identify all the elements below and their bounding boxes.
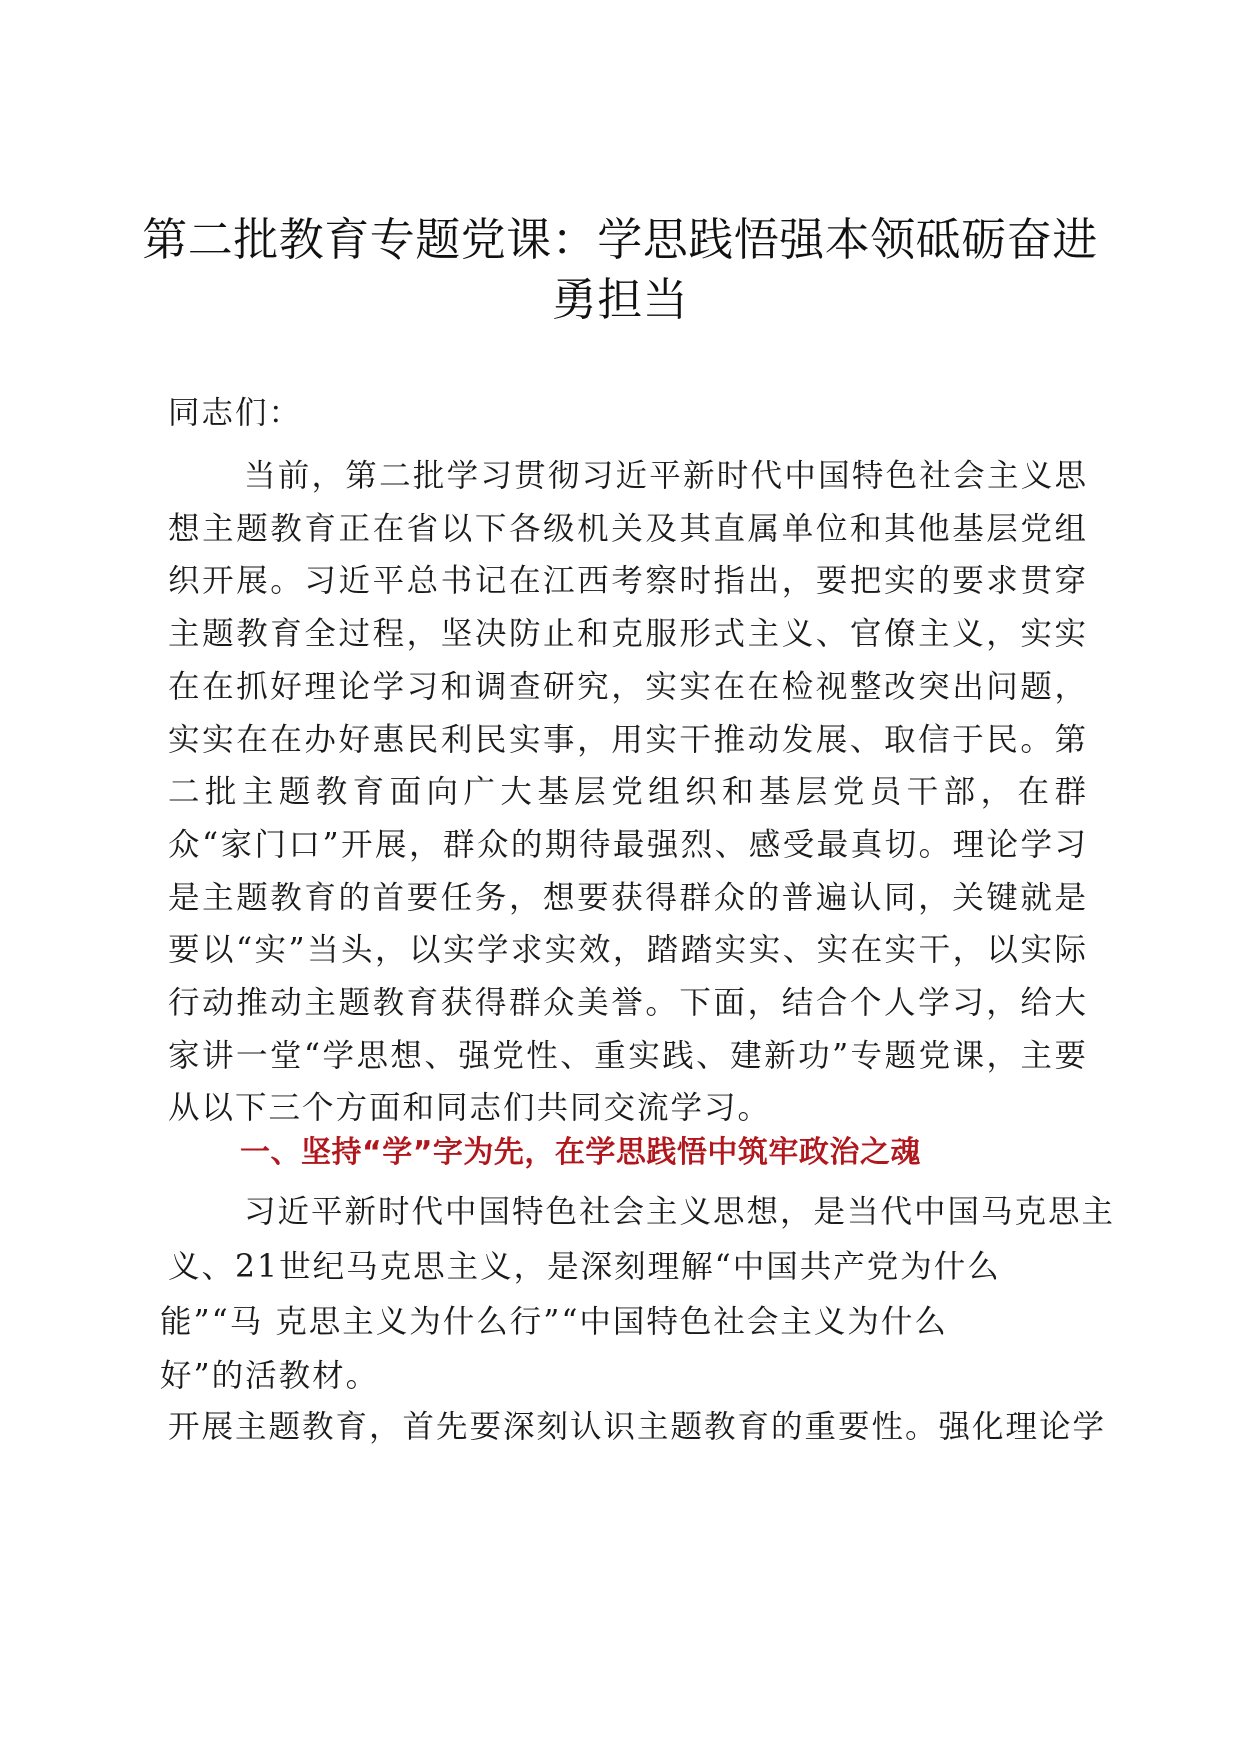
section-heading-1: 一、坚持“学”字为先，在学思践悟中筑牢政治之魂 bbox=[240, 1135, 921, 1170]
section-1-line: 开展主题教育，首先要深刻认识主题教育的重要性。强化理论学 bbox=[168, 1409, 1107, 1445]
section-1-line: 义、21世纪马克思主义，是深刻理解“中国共产党为什么 bbox=[168, 1249, 1001, 1285]
intro-paragraph: 当前，第二批学习贯彻习近平新时代中国特色社会主义思想主题教育正在省以下各级机关及其直属单位和其他基层党组织开展。习近平总书记在江西考察时指出，要把实的要求贯穿主题教育全过程，坚决防止和克服形式主义、官僚主义，实实在在抓好理论学习和调查研究，实实在在检视整改突出问题，实实在在办好惠民利民实事，用实干推动发展、取信于民。第二批主题教育面向广大基层党组织和基层党员干部，在群众“家门口”开展，群众的期待最强烈、感受最真切。理论学习是主题教育的首要任务，想要获得群众的普遍认同，关键就是要以“实”当头，以实学求实效，踏踏实实、实在实干，以实际行动推动主题教育获得群众美誉。下面，结合个人学习，给大家讲一堂“学思想、强党性、重实践、建新功”专题党课，主要从以下三个方面和同志们共同交流学习。 bbox=[168, 458, 1088, 1127]
document-title: 第二批教育专题党课：学思践悟强本领砥砺奋进勇担当 bbox=[142, 213, 1098, 326]
section-1-line: 习近平新时代中国特色社会主义思想，是当代中国马克思主 bbox=[244, 1194, 1116, 1230]
salutation: 同志们： bbox=[168, 395, 303, 431]
section-1-line: 好”的活教材。 bbox=[160, 1358, 380, 1394]
section-1-line: 能”“马 克思主义为什么行”“中国特色社会主义为什么 bbox=[160, 1304, 948, 1340]
